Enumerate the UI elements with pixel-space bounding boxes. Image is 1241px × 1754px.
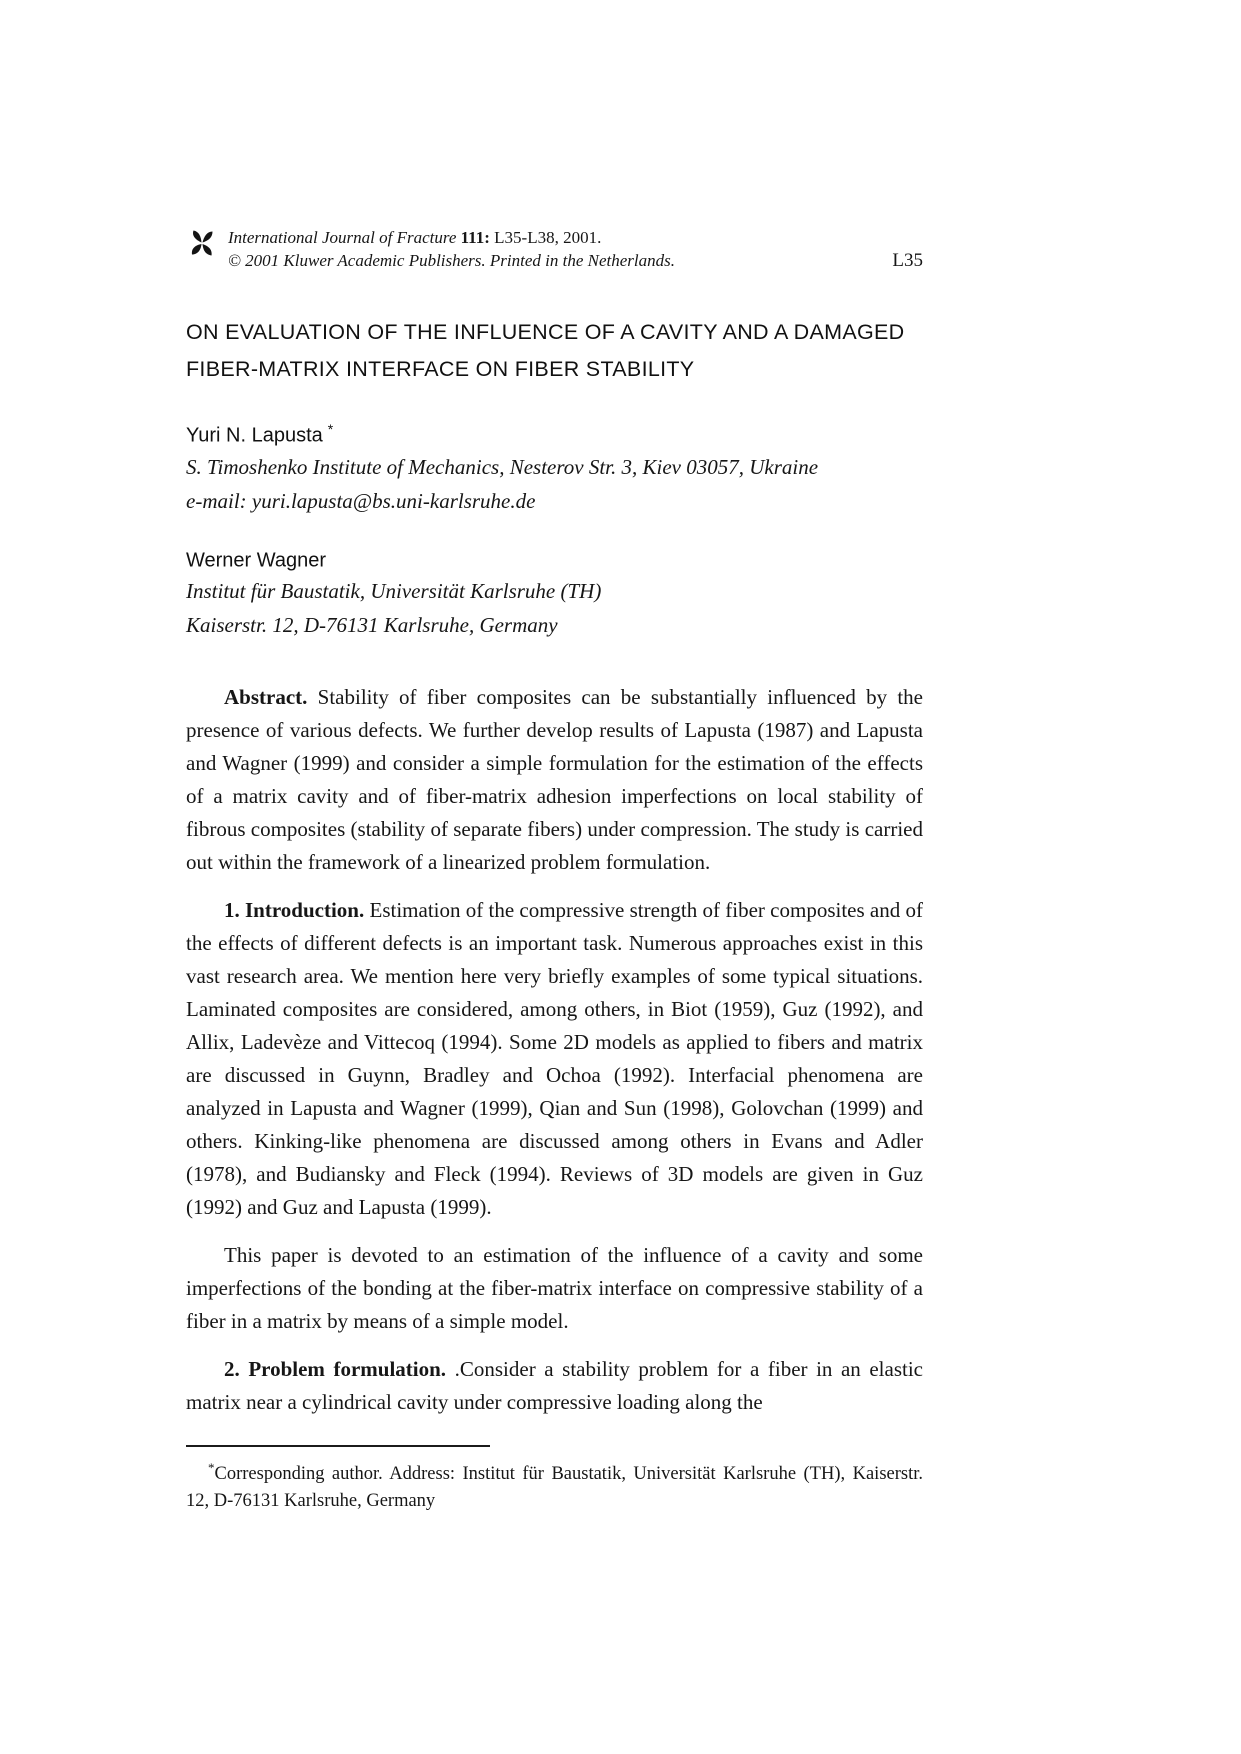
author-name-text: Werner Wagner	[186, 549, 327, 572]
journal-pages-year: L35-L38, 2001.	[489, 228, 602, 247]
abstract-label: Abstract.	[224, 685, 308, 710]
author-name-text: Yuri N. Lapusta	[186, 424, 323, 447]
abstract-text: Stability of fiber composites can be substantially influenced by the presence of various defects. We further develop results of Lapusta (1987) and Lapusta and Wagner (1999) and consider a simple formulation for the estimation of the effects of a matrix cavity and of fiber-matrix adhesion imperfections on local stability of fibrous composites (stability of separate fibers) under compression. The study is carried out within the framework of a linearized problem formulation.	[186, 685, 923, 875]
journal-info	[228, 226, 892, 272]
author-block	[186, 416, 923, 517]
paragraph-text: This paper is devoted to an estimation of the influence of a cavity and some imperfections of the bonding at the fiber-matrix interface on compressive stability of a fiber in a matrix by means of a simple model.	[186, 1243, 923, 1334]
section-1-text: Estimation of the compressive strength of fiber composites and of the effects of different defects is an important task. Numerous approaches exist in this vast research area. We mention here very briefly examples of some typical situations. Laminated composites are considered, among others, in Biot (1959), Guz (1992), and Allix, Ladevèze and Vittecoq (1994). Some 2D models as applied to fibers and matrix are discussed in Guynn, Bradley and Ochoa (1992). Interfacial phenomena are analyzed in Lapusta and Wagner (1999), Qian and Sun (1998), Golovchan (1999) and others. Kinking-like phenomena are discussed among others in Evans and Adler (1978), and Budiansky and Fleck (1994). Reviews of 3D models are given in Guz (1992) and Guz and Lapusta (1999).	[186, 898, 923, 1220]
author-name	[186, 416, 923, 449]
author-affiliation: Institut für Baustatik, Universität Karlsruhe (TH)	[186, 579, 602, 604]
footnote-divider	[186, 1445, 490, 1447]
journal-header	[186, 226, 923, 272]
author-affiliation: Kaiserstr. 12, D-76131 Karlsruhe, Germany	[186, 613, 558, 638]
section-1-heading: 1. Introduction.	[224, 898, 365, 923]
footnote-text: Corresponding author. Address: Institut für Baustatik, Universität Karlsruhe (TH), Kaiserstr. 12, D-76131 Karlsruhe, Germany	[186, 1464, 923, 1512]
page-number: L35	[892, 250, 923, 271]
abstract-paragraph	[186, 681, 923, 879]
article-title: ON EVALUATION OF THE INFLUENCE OF A CAVITY AND A DAMAGED FIBER-MATRIX INTERFACE ON FIBER STABILITY	[186, 320, 905, 381]
author-block	[186, 541, 923, 642]
footnote-marker: *	[208, 1460, 215, 1476]
copyright-line: © 2001 Kluwer Academic Publishers. Printed in the Netherlands.	[228, 251, 676, 270]
page-content	[186, 226, 923, 1515]
section-2-text: .Consider a stability problem for a fiber in an elastic matrix near a cylindrical cavity under compressive loading along the	[186, 1357, 923, 1415]
body-paragraph	[186, 1239, 923, 1338]
section-2-heading: 2. Problem formulation.	[224, 1357, 447, 1382]
journal-title: International Journal of Fracture	[228, 228, 457, 247]
corresponding-author-asterisk: *	[327, 421, 334, 437]
journal-title-line	[228, 228, 601, 247]
author-name	[186, 541, 923, 574]
problem-formulation-paragraph	[186, 1353, 923, 1419]
author-affiliation: S. Timoshenko Institute of Mechanics, Nesterov Str. 3, Kiev 03057, Ukraine	[186, 454, 819, 479]
publisher-logo-icon	[186, 227, 218, 259]
journal-volume: 111:	[460, 228, 490, 247]
introduction-paragraph	[186, 894, 923, 1224]
footnote	[186, 1454, 923, 1515]
author-email: e-mail: yuri.lapusta@bs.uni-karlsruhe.de	[186, 488, 536, 513]
